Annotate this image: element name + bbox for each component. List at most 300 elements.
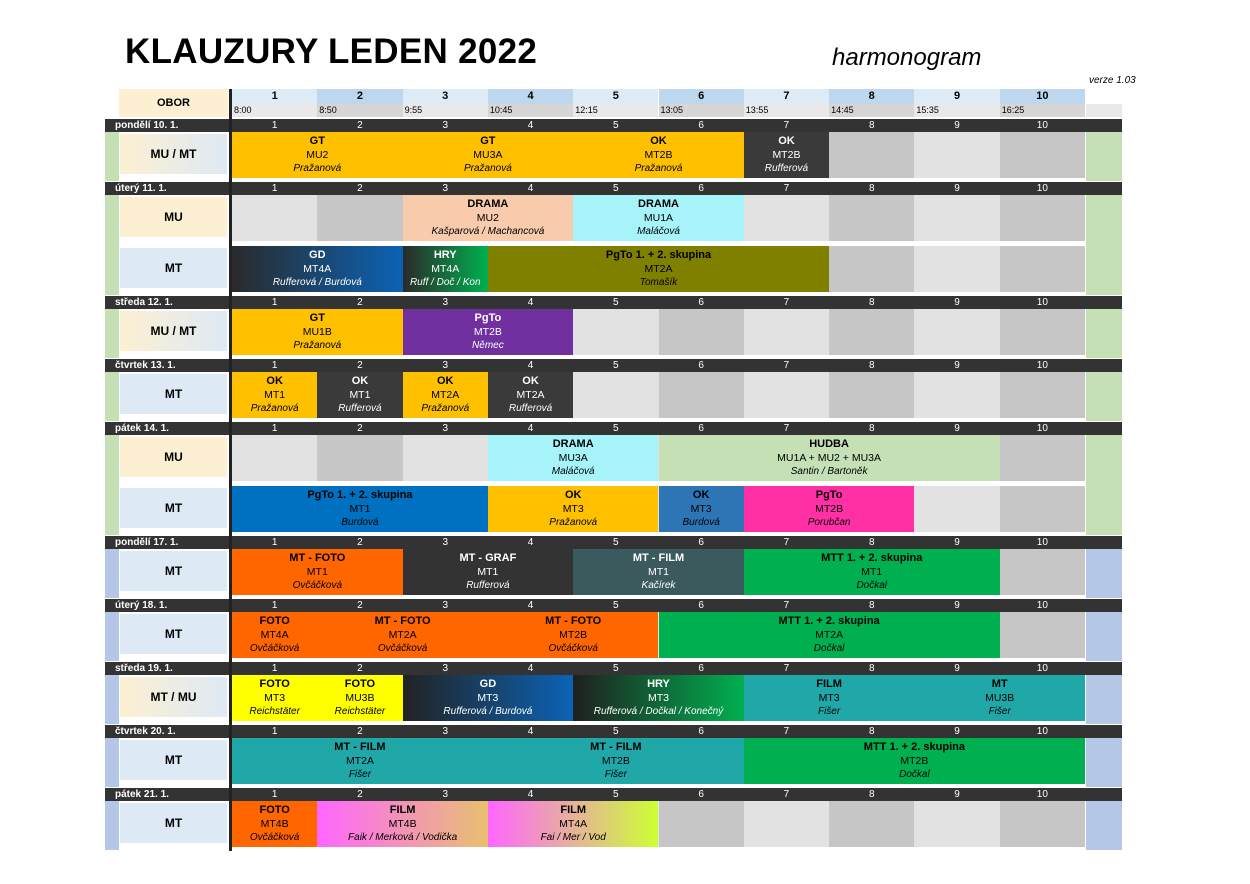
- empty-slot-cell: [744, 195, 830, 241]
- exam-class: MT2B: [644, 149, 673, 161]
- exam-block[interactable]: [232, 612, 317, 658]
- exam-subject: MTT 1. + 2. skupina: [821, 552, 923, 564]
- exam-class: MU1B: [302, 326, 332, 338]
- obor-header: OBOR: [119, 89, 228, 117]
- exam-teacher: Rufferová: [466, 580, 510, 591]
- exam-teacher: Faik / Merková / Vodička: [348, 832, 458, 843]
- exam-class: MT1: [647, 566, 669, 578]
- exam-teacher: Reichstäter: [334, 706, 386, 717]
- day-slot-number: 9: [954, 663, 960, 674]
- exam-subject: DRAMA: [552, 438, 594, 450]
- day-label: středa 19. 1.: [115, 663, 173, 674]
- exam-class: MU2: [476, 212, 499, 224]
- empty-slot-cell: [1000, 549, 1086, 595]
- exam-block[interactable]: [232, 372, 317, 418]
- exam-subject: DRAMA: [638, 198, 679, 210]
- day-slot-number: 2: [357, 789, 363, 800]
- obor-label: MT: [120, 803, 227, 843]
- exam-block[interactable]: [659, 486, 744, 532]
- day-slot-number: 7: [783, 183, 790, 194]
- day-label: pátek 14. 1.: [115, 423, 169, 434]
- obor-label: MT / MU: [120, 677, 227, 717]
- exam-teacher: Maláčová: [551, 466, 595, 477]
- obor-label: MT: [120, 614, 227, 654]
- day-slot-number: 10: [1036, 537, 1048, 548]
- week-sidebar-left: [105, 549, 119, 598]
- exam-block[interactable]: [403, 309, 574, 355]
- exam-subject: OK: [522, 375, 539, 387]
- week-sidebar-right: [1086, 195, 1122, 295]
- empty-slot-cell: [1000, 435, 1086, 481]
- day-slot-number: 7: [783, 726, 790, 737]
- empty-slot-cell: [829, 309, 915, 355]
- exam-subject: PgTo 1. + 2. skupina: [307, 489, 413, 501]
- empty-slot-cell: [659, 801, 745, 847]
- empty-slot-cell: [914, 195, 1000, 241]
- slot-header-7: 7: [744, 89, 829, 104]
- exam-teacher: Burdová: [341, 517, 379, 528]
- empty-slot-cell: [232, 435, 318, 481]
- exam-class: MU2: [306, 149, 329, 161]
- day-slot-number: 10: [1036, 726, 1048, 737]
- exam-class: MU3B: [985, 692, 1015, 704]
- exam-class: MT3: [818, 692, 840, 704]
- empty-slot-cell: [829, 372, 915, 418]
- exam-teacher: Rufferová / Dočkal / Konečný: [593, 706, 724, 717]
- empty-slot-cell: [573, 372, 659, 418]
- day-slot-number: 6: [698, 423, 704, 434]
- exam-block[interactable]: [317, 801, 488, 847]
- version-label: verze 1.03: [1089, 75, 1136, 86]
- exam-teacher: Dočkal: [813, 643, 845, 654]
- exam-teacher: Santin / Bartoněk: [790, 466, 868, 477]
- exam-subject: PgTo: [815, 489, 843, 501]
- slot-header-2: 2: [317, 89, 402, 104]
- empty-slot-cell: [744, 372, 830, 418]
- obor-label: MU / MT: [120, 134, 227, 174]
- week-sidebar-right: [1086, 738, 1122, 787]
- exam-block[interactable]: [744, 486, 915, 532]
- day-slot-number: 3: [442, 663, 449, 674]
- exam-teacher: Němec: [472, 340, 504, 351]
- exam-teacher: Pražanová: [463, 163, 512, 174]
- week-sidebar-right: [1086, 801, 1122, 850]
- day-slot-number: 8: [868, 789, 875, 800]
- exam-teacher: Ovčáčková: [377, 643, 428, 654]
- obor-label: MT: [120, 374, 227, 414]
- exam-subject: FOTO: [259, 804, 290, 816]
- exam-block[interactable]: [744, 738, 1085, 784]
- week-sidebar-left: [105, 612, 119, 661]
- exam-block[interactable]: [744, 549, 1000, 595]
- slot-time-7: 13:55: [744, 104, 829, 117]
- exam-subject: OK: [564, 489, 582, 501]
- exam-teacher: Ruff / Doč / Kon: [409, 277, 481, 288]
- week-sidebar-left: [105, 675, 119, 724]
- empty-slot-cell: [829, 132, 915, 178]
- exam-block[interactable]: [232, 675, 317, 721]
- exam-block[interactable]: [232, 738, 488, 784]
- exam-block[interactable]: [488, 738, 744, 784]
- day-slot-number: 5: [613, 423, 619, 434]
- exam-class: MT2B: [900, 755, 929, 767]
- exam-teacher: Dočkal: [899, 769, 930, 780]
- exam-block[interactable]: [488, 246, 829, 292]
- day-slot-number: 5: [613, 600, 619, 611]
- day-slot-number: 9: [954, 537, 960, 548]
- day-slot-number: 7: [783, 360, 790, 371]
- exam-class: MT2A: [644, 263, 673, 275]
- exam-block[interactable]: [317, 612, 488, 658]
- exam-class: MT1: [349, 503, 371, 515]
- slot-time-4: 10:45: [488, 104, 573, 117]
- exam-block[interactable]: [403, 195, 574, 241]
- day-slot-number: 6: [698, 537, 704, 548]
- exam-class: MT1: [477, 566, 499, 578]
- day-slot-number: 4: [527, 360, 534, 371]
- day-slot-number: 7: [783, 789, 790, 800]
- exam-teacher: Fišer: [817, 706, 841, 717]
- day-slot-number: 6: [698, 663, 704, 674]
- slot-time-6: 13:05: [659, 104, 744, 117]
- day-slot-number: 2: [357, 663, 363, 674]
- obor-label: MT: [120, 248, 227, 288]
- exam-block[interactable]: [659, 435, 1000, 481]
- empty-slot-cell: [1000, 132, 1086, 178]
- day-slot-number: 7: [783, 120, 790, 131]
- day-label: úterý 18. 1.: [115, 600, 168, 611]
- day-slot-number: 8: [868, 726, 875, 737]
- empty-slot-cell: [1000, 195, 1086, 241]
- exam-class: MT3: [647, 692, 669, 704]
- exam-teacher: Pražanová: [634, 163, 683, 174]
- exam-subject: MT: [991, 678, 1008, 690]
- day-slot-number: 1: [271, 360, 278, 371]
- week-sidebar-right: [1086, 309, 1122, 358]
- day-slot-number: 9: [954, 789, 960, 800]
- exam-subject: GT: [309, 312, 325, 324]
- exam-block[interactable]: [573, 195, 744, 241]
- exam-teacher: Rufferová: [508, 403, 553, 414]
- exam-teacher: Tomašík: [639, 277, 678, 288]
- day-slot-number: 7: [783, 297, 790, 308]
- week-sidebar-right: [1086, 612, 1122, 661]
- exam-block[interactable]: [403, 549, 574, 595]
- exam-block[interactable]: [488, 486, 659, 532]
- exam-subject: MT - FILM: [632, 552, 685, 564]
- day-slot-number: 3: [442, 726, 449, 737]
- exam-subject: OK: [351, 375, 369, 387]
- exam-block[interactable]: [573, 132, 744, 178]
- exam-block[interactable]: [403, 132, 574, 178]
- exam-class: MT1: [264, 389, 286, 401]
- exam-block[interactable]: [488, 435, 659, 481]
- slot-header-4: 4: [488, 89, 573, 104]
- day-slot-number: 4: [527, 297, 534, 308]
- week-sidebar-left: [105, 372, 119, 421]
- exam-block[interactable]: [317, 372, 402, 418]
- exam-block[interactable]: [403, 246, 488, 292]
- exam-teacher: Maláčová: [637, 226, 680, 237]
- day-slot-number: 6: [698, 360, 704, 371]
- day-slot-number: 6: [698, 297, 704, 308]
- obor-label: MU: [120, 197, 227, 237]
- empty-slot-cell: [914, 486, 1000, 532]
- exam-block[interactable]: [573, 549, 744, 595]
- day-slot-number: 5: [613, 789, 619, 800]
- exam-teacher: Ovčáčková: [548, 643, 598, 654]
- day-slot-number: 3: [442, 183, 449, 194]
- exam-class: MT4B: [388, 818, 417, 830]
- day-slot-number: 8: [868, 297, 875, 308]
- day-slot-number: 4: [527, 120, 534, 131]
- header-right-cell: [1086, 104, 1122, 117]
- day-slot-number: 9: [954, 360, 960, 371]
- exam-block[interactable]: [403, 372, 488, 418]
- exam-class: MT2A: [516, 389, 545, 401]
- exam-class: MU3A: [473, 149, 503, 161]
- day-slot-number: 2: [357, 726, 363, 737]
- exam-teacher: Ovčáčková: [292, 580, 343, 591]
- exam-teacher: Burdová: [682, 517, 720, 528]
- day-slot-number: 6: [698, 789, 704, 800]
- slot-header-8: 8: [829, 89, 914, 104]
- slot-header-3: 3: [403, 89, 488, 104]
- exam-class: MT4A: [303, 263, 332, 275]
- day-slot-number: 8: [868, 120, 875, 131]
- exam-block[interactable]: [232, 246, 403, 292]
- day-slot-number: 2: [357, 120, 363, 131]
- day-slot-number: 1: [271, 600, 278, 611]
- day-slot-number: 10: [1036, 360, 1048, 371]
- slot-time-1: 8:00: [232, 104, 317, 117]
- empty-slot-cell: [659, 309, 745, 355]
- exam-class: MT4A: [431, 263, 460, 275]
- exam-teacher: Pražanová: [421, 403, 470, 414]
- day-slot-number: 7: [783, 537, 790, 548]
- day-slot-number: 10: [1036, 423, 1048, 434]
- day-slot-number: 3: [442, 360, 449, 371]
- slot-time-8: 14:45: [829, 104, 914, 117]
- day-slot-number: 5: [613, 726, 619, 737]
- exam-subject: OK: [778, 135, 795, 147]
- exam-subject: PgTo 1. + 2. skupina: [605, 249, 712, 261]
- exam-teacher: Reichstäter: [249, 706, 300, 717]
- exam-teacher: Rufferová: [338, 403, 382, 414]
- exam-class: MT4A: [559, 818, 588, 830]
- exam-teacher: Pražanová: [250, 403, 299, 414]
- day-slot-number: 8: [868, 600, 875, 611]
- day-slot-number: 8: [868, 183, 875, 194]
- week-sidebar-left: [105, 738, 119, 787]
- day-slot-number: 5: [613, 120, 619, 131]
- day-slot-number: 3: [442, 600, 449, 611]
- exam-block[interactable]: [317, 675, 402, 721]
- empty-slot-cell: [659, 372, 745, 418]
- exam-block[interactable]: [914, 675, 1085, 721]
- day-slot-number: 2: [357, 297, 363, 308]
- week-sidebar-left: [105, 309, 119, 358]
- exam-subject: MTT 1. + 2. skupina: [863, 741, 965, 753]
- exam-subject: OK: [266, 375, 283, 387]
- axis-line: [229, 89, 232, 851]
- exam-subject: HUDBA: [809, 438, 849, 450]
- day-slot-number: 1: [271, 120, 278, 131]
- day-slot-number: 3: [442, 297, 449, 308]
- empty-slot-cell: [829, 246, 915, 292]
- exam-class: MT2A: [345, 755, 374, 767]
- exam-subject: OK: [650, 135, 667, 147]
- day-slot-number: 1: [271, 663, 278, 674]
- day-slot-number: 3: [442, 537, 449, 548]
- exam-class: MU1A: [643, 212, 674, 224]
- exam-subject: HRY: [647, 678, 670, 690]
- day-slot-number: 4: [527, 663, 534, 674]
- exam-class: MT3: [264, 692, 286, 704]
- exam-subject: MT - FOTO: [545, 615, 602, 627]
- day-label: úterý 11. 1.: [115, 183, 167, 194]
- empty-slot-cell: [829, 801, 915, 847]
- exam-block[interactable]: [232, 486, 488, 532]
- empty-slot-cell: [1000, 372, 1086, 418]
- exam-class: MT3: [477, 692, 499, 704]
- exam-block[interactable]: [744, 132, 829, 178]
- empty-slot-cell: [744, 801, 830, 847]
- exam-class: MT4A: [260, 629, 289, 641]
- slot-time-9: 15:35: [914, 104, 999, 117]
- day-slot-number: 5: [613, 183, 619, 194]
- obor-label: MU: [120, 437, 227, 477]
- obor-label: MU / MT: [120, 311, 227, 351]
- empty-slot-cell: [1000, 246, 1086, 292]
- exam-teacher: Pražanová: [549, 517, 598, 528]
- day-slot-number: 4: [527, 183, 534, 194]
- day-slot-number: 3: [442, 120, 449, 131]
- day-slot-number: 9: [954, 120, 960, 131]
- empty-slot-cell: [829, 195, 915, 241]
- day-slot-number: 3: [442, 789, 449, 800]
- day-slot-number: 5: [613, 537, 619, 548]
- exam-block[interactable]: [659, 612, 1000, 658]
- exam-teacher: Fišer: [988, 706, 1011, 717]
- slot-header-6: 6: [659, 89, 744, 104]
- slot-header-5: 5: [573, 89, 658, 104]
- obor-label: MT: [120, 740, 227, 780]
- exam-block[interactable]: [232, 549, 403, 595]
- exam-block[interactable]: [403, 675, 574, 721]
- day-slot-number: 10: [1036, 183, 1048, 194]
- exam-block[interactable]: [232, 801, 317, 847]
- exam-subject: HRY: [433, 249, 457, 261]
- day-slot-number: 2: [357, 600, 363, 611]
- day-slot-number: 6: [698, 120, 704, 131]
- exam-teacher: Fišer: [604, 769, 627, 780]
- exam-subject: MT - FILM: [590, 741, 642, 753]
- empty-slot-cell: [317, 435, 403, 481]
- day-slot-number: 3: [442, 423, 449, 434]
- exam-teacher: Pražanová: [293, 163, 342, 174]
- exam-class: MT2A: [815, 629, 844, 641]
- exam-class: MT1: [349, 389, 371, 401]
- exam-block[interactable]: [232, 132, 403, 178]
- day-slot-number: 1: [271, 789, 278, 800]
- exam-subject: MT - FOTO: [374, 615, 431, 627]
- day-slot-number: 9: [954, 183, 960, 194]
- exam-subject: GD: [309, 249, 326, 261]
- exam-teacher: Rufferová / Burdová: [272, 277, 362, 288]
- week-sidebar-right: [1086, 675, 1122, 724]
- week-sidebar-left: [105, 132, 119, 181]
- day-slot-number: 7: [783, 423, 790, 434]
- exam-subject: FILM: [560, 804, 587, 816]
- day-slot-number: 8: [868, 423, 875, 434]
- exam-teacher: Kašparová / Machancová: [431, 226, 545, 237]
- day-label: pondělí 17. 1.: [115, 537, 179, 548]
- day-slot-number: 4: [527, 726, 534, 737]
- exam-block[interactable]: [488, 801, 659, 847]
- slot-time-2: 8:50: [317, 104, 402, 117]
- empty-slot-cell: [573, 309, 659, 355]
- exam-class: MT2B: [601, 755, 630, 767]
- exam-class: MT4B: [260, 818, 289, 830]
- exam-subject: MTT 1. + 2. skupina: [778, 615, 880, 627]
- exam-block[interactable]: [744, 675, 915, 721]
- empty-slot-cell: [744, 309, 830, 355]
- exam-block[interactable]: [488, 372, 573, 418]
- slot-header-9: 9: [914, 89, 999, 104]
- day-slot-number: 2: [357, 537, 363, 548]
- exam-subject: GT: [309, 135, 325, 147]
- slot-time-5: 12:15: [573, 104, 658, 117]
- empty-slot-cell: [914, 246, 1000, 292]
- day-slot-number: 5: [613, 663, 619, 674]
- exam-block[interactable]: [488, 612, 659, 658]
- day-label: pátek 21. 1.: [115, 789, 169, 800]
- exam-class: MT2A: [388, 629, 417, 641]
- exam-class: MT2B: [559, 629, 588, 641]
- week-sidebar-left: [105, 435, 119, 535]
- day-slot-number: 10: [1036, 297, 1048, 308]
- day-slot-number: 7: [783, 663, 790, 674]
- exam-teacher: Rufferová / Burdová: [443, 706, 533, 717]
- empty-slot-cell: [914, 309, 1000, 355]
- empty-slot-cell: [914, 132, 1000, 178]
- exam-subject: FILM: [389, 804, 416, 816]
- exam-block[interactable]: [573, 675, 744, 721]
- empty-slot-cell: [1000, 801, 1086, 847]
- exam-subject: PgTo: [474, 312, 502, 324]
- exam-block[interactable]: [232, 309, 403, 355]
- exam-subject: MT - GRAF: [459, 552, 517, 564]
- exam-subject: GT: [480, 135, 496, 147]
- day-slot-number: 2: [357, 183, 363, 194]
- day-slot-number: 9: [954, 600, 960, 611]
- exam-subject: OK: [692, 489, 710, 501]
- day-slot-number: 10: [1036, 789, 1048, 800]
- page-subtitle: harmonogram: [832, 44, 982, 71]
- day-slot-number: 9: [954, 726, 960, 737]
- exam-teacher: Ovčáčková: [249, 832, 300, 843]
- exam-teacher: Ovčáčková: [249, 643, 300, 654]
- exam-class: MT3: [562, 503, 584, 515]
- day-slot-number: 4: [527, 600, 534, 611]
- day-slot-number: 4: [527, 789, 534, 800]
- exam-subject: FOTO: [259, 678, 290, 690]
- exam-teacher: Dočkal: [856, 580, 888, 591]
- week-sidebar-left: [105, 801, 119, 850]
- exam-class: MT2B: [772, 149, 801, 161]
- day-slot-number: 10: [1036, 120, 1048, 131]
